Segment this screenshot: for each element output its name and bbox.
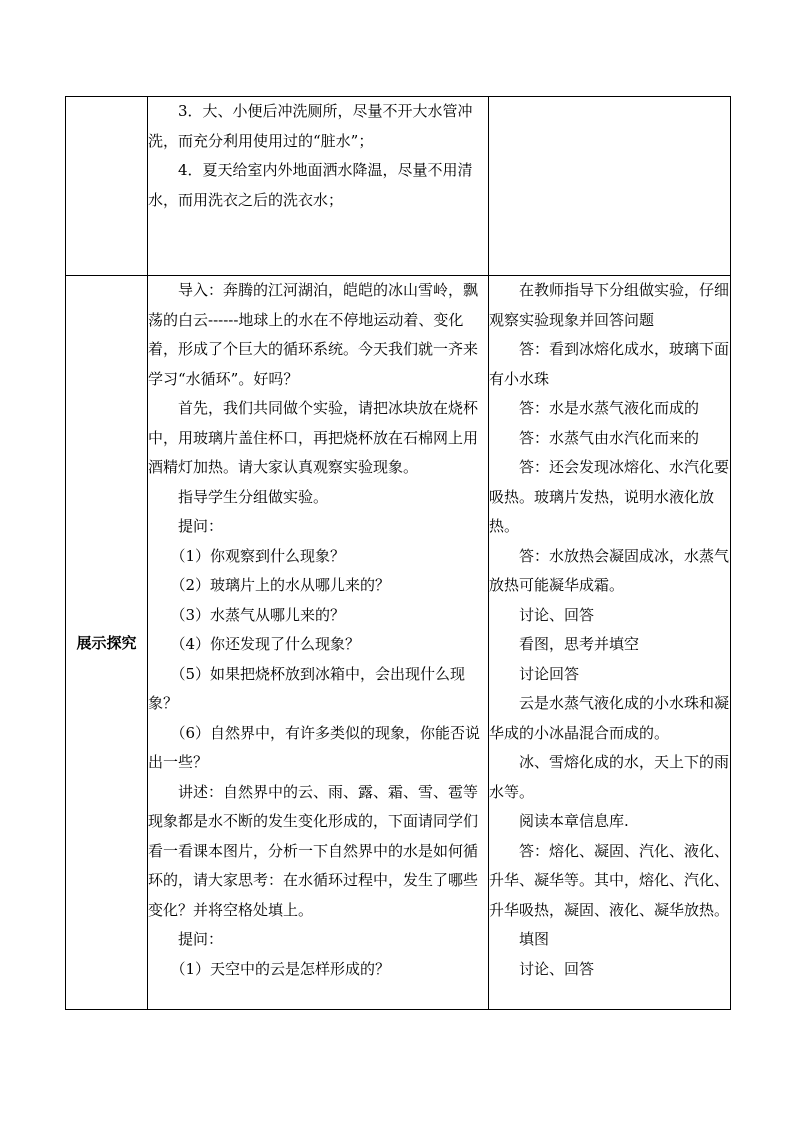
teacher-paragraph: 讲述：自然界中的云、雨、露、霜、雪、雹等现象都是水不断的发生变化形成的，下面请同学们看一看课本图片，分析一下自然界中的水是如何循环的，请大家思考：在水循环过程中，发生了哪些变化？并将空格处填上。 xyxy=(148,782,479,919)
student-paragraph: 答：还会发现冰熔化、水汽化要吸热。玻璃片发热，说明水液化放热。 xyxy=(489,458,730,535)
teacher-paragraph: 首先，我们共同做个实验，请把冰块放在烧杯中，用玻璃片盖住杯口，再把烧杯放在石棉网上用酒精灯加热。请大家认真观察实验现象。 xyxy=(148,399,479,476)
teacher-activity-cell xyxy=(148,276,489,1010)
student-paragraph: 阅读本章信息库. xyxy=(519,812,629,830)
student-paragraph: 讨论、回答 xyxy=(519,605,595,624)
question-item: （6）自然界中，有许多类似的现象，你能否说出一些？ xyxy=(148,723,481,771)
water-saving-tips-cell xyxy=(148,97,489,276)
teacher-paragraph: 导入：奔腾的江河湖泊，皑皑的冰山雪岭，飘荡的白云------地球上的水在不停地运动着、变化着，形成了个巨大的循环系统。今天我们就一齐来学习“水循环”。好吗？ xyxy=(148,281,479,388)
student-paragraph: 答：熔化、凝固、汽化、液化、升华、凝华等。其中，熔化、汽化、升华吸热，凝固、液化、凝华放热。 xyxy=(489,841,730,919)
lesson-plan-table xyxy=(65,96,731,1010)
student-cell-empty xyxy=(489,97,731,276)
question-item: （1）你观察到什么现象？ xyxy=(170,546,346,565)
teacher-paragraph: 提问： xyxy=(178,930,224,948)
student-paragraph: 云是水蒸气液化成的小水珠和凝华成的小冰晶混合而成的。 xyxy=(489,694,730,742)
tip-item: 3．大、小便后冲洗厕所，尽量不开大水管冲洗，而充分利用使用过的“脏水”； xyxy=(148,102,473,150)
student-paragraph: 冰、雪熔化成的水，天上下的雨水等。 xyxy=(489,753,730,801)
student-paragraph: 答：水蒸气由水汽化而来的 xyxy=(519,428,700,447)
student-activity-cell xyxy=(489,276,731,1010)
teacher-paragraph: 提问： xyxy=(178,517,224,535)
question-item: （5）如果把烧杯放到冰箱中，会出现什么现象？ xyxy=(148,664,466,712)
student-paragraph: 看图，思考并填空 xyxy=(519,635,640,653)
student-paragraph: 答：水放热会凝固成冰，水蒸气放热可能凝华成霜。 xyxy=(489,546,730,594)
student-paragraph: 讨论回答 xyxy=(519,664,580,683)
teacher-paragraph: 指导学生分组做实验。 xyxy=(178,487,329,506)
student-paragraph: 讨论、回答 xyxy=(519,959,595,978)
section-label: 展示探究 xyxy=(66,276,148,1010)
table-row xyxy=(66,97,731,276)
question-item: （3）水蒸气从哪儿来的？ xyxy=(170,605,346,624)
student-paragraph: 答：水是水蒸气液化而成的 xyxy=(519,399,700,417)
student-paragraph: 填图 xyxy=(519,930,550,948)
question-item: （1）天空中的云是怎样形成的？ xyxy=(170,959,391,978)
student-paragraph: 在教师指导下分组做实验，仔细观察实验现象并回答问题 xyxy=(489,281,730,329)
student-paragraph: 答：看到冰熔化成水，玻璃下面有小水珠 xyxy=(489,340,730,388)
tip-item: 4．夏天给室内外地面洒水降温，尽量不用清水，而用洗衣之后的洗衣水； xyxy=(148,161,473,209)
label-cell-empty xyxy=(66,97,148,276)
question-item: （2）玻璃片上的水从哪儿来的？ xyxy=(170,576,391,594)
question-item: （4）你还发现了什么现象？ xyxy=(170,635,361,653)
table-row xyxy=(66,276,731,1010)
